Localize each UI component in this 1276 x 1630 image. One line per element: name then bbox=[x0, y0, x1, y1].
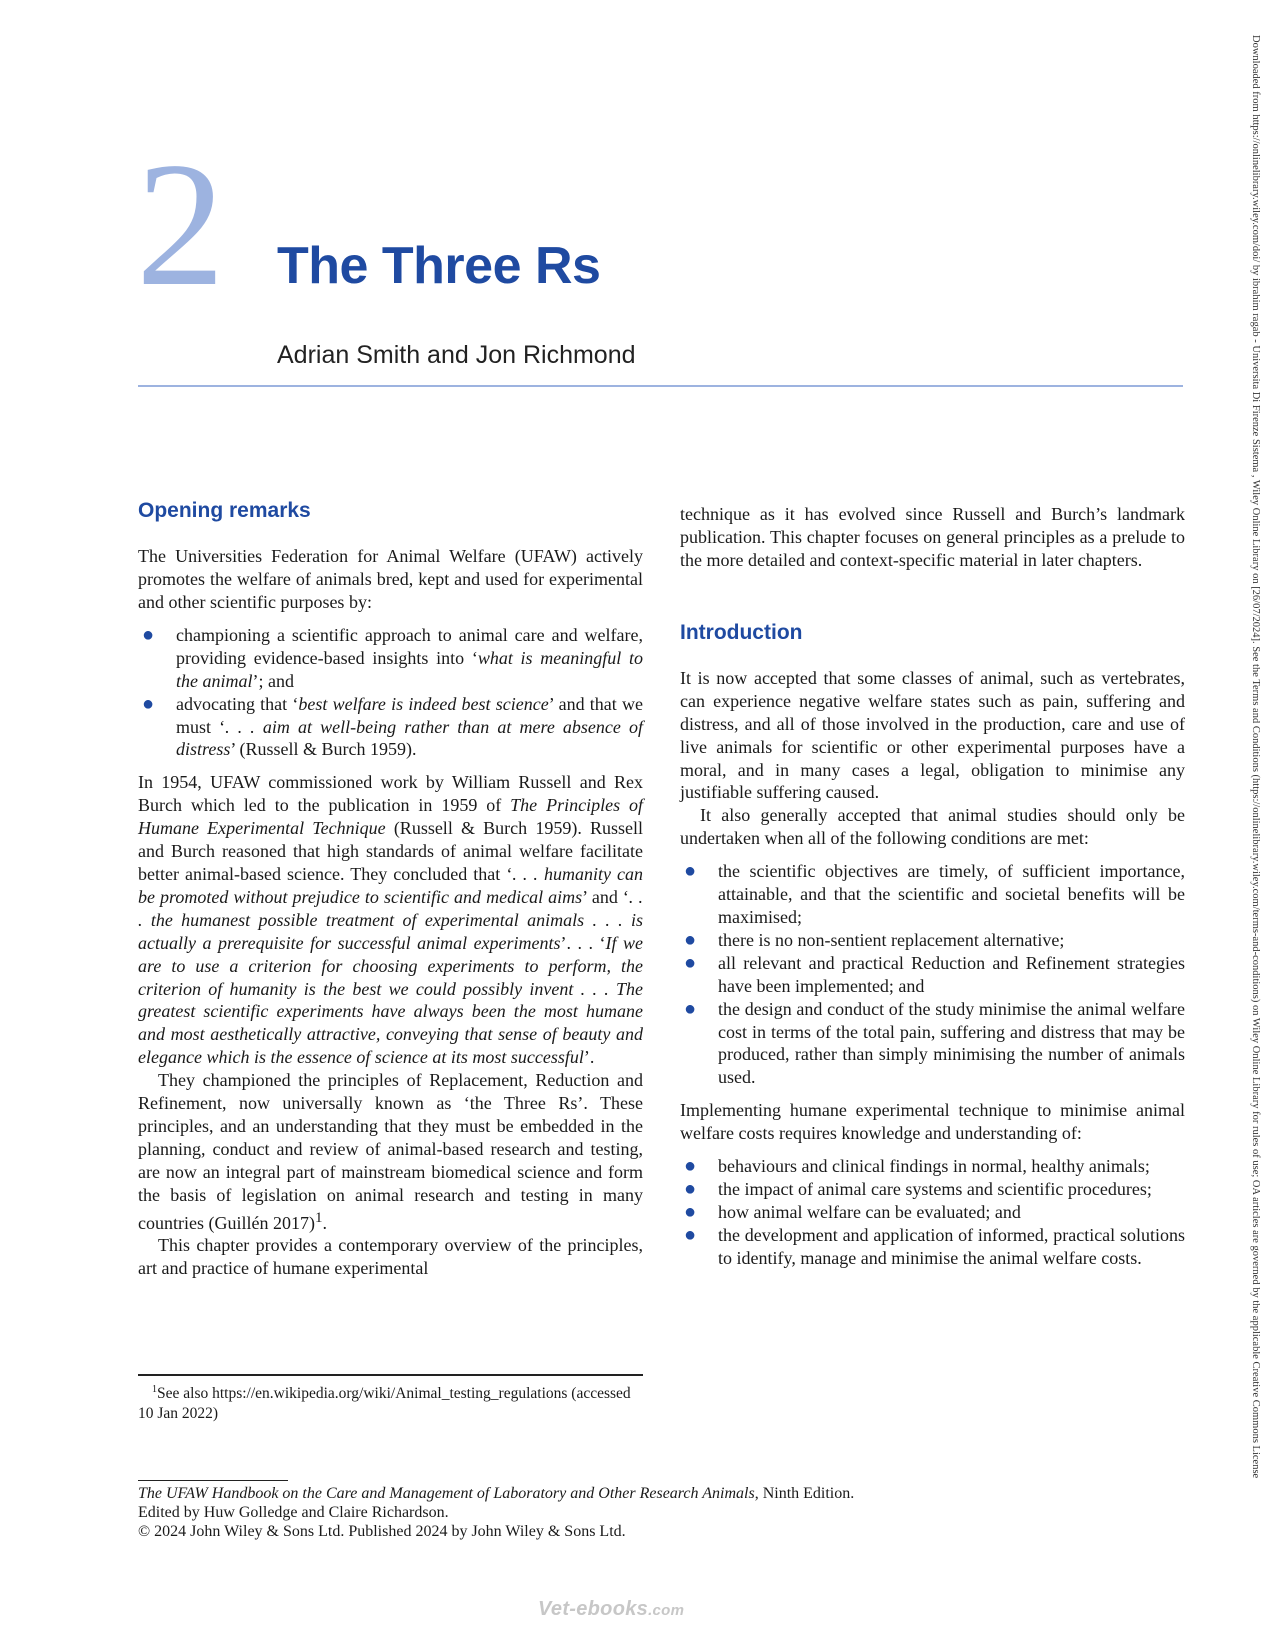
bullet-icon: ● bbox=[684, 951, 697, 974]
bullet-icon: ● bbox=[142, 692, 155, 715]
bullet-icon: ● bbox=[684, 1177, 697, 1200]
footnote-marker: 1 bbox=[152, 1384, 157, 1395]
paragraph: Implementing humane experimental technique to minimise animal welfare costs requires knowledge and understanding of: bbox=[680, 1100, 1185, 1144]
list-item: ● the development and application of informed, practical solutions to identify, manage and minimise the animal welfare costs. bbox=[684, 1223, 1185, 1268]
footnote-divider bbox=[138, 1374, 643, 1376]
editors-line: Edited by Huw Golledge and Claire Richardson. bbox=[138, 1504, 449, 1521]
imprint bbox=[138, 1484, 1038, 1541]
paragraph: In 1954, UFAW commissioned work by William Russell and Rex Burch which led to the publication in 1959 of The Principles of Humane Experimental Technique (Russell & Burch 1959). Russell and Burch reasoned that high standards of animal welfare facilitate better animal-based science. They concluded that ‘. . . humanity can be promoted without prejudice to scientific and medical aims’ and ‘. . . the humanest possible treatment of experimental animals . . . is actually a prerequisite for successful animal experiments’. . . ‘If we are to use a criterion for choosing experiments to perform, the criterion of humanity is the best we could possibly invent . . . The greatest scientific experiments have always been the most humane and most aesthetically attractive, conveying that sense of beauty and elegance which is the essence of science at its most successful’. bbox=[138, 772, 643, 1068]
list-item: ● the scientific objectives are timely, of sufficient importance, attainable, and that the scientific and societal benefits will be maximised; bbox=[684, 860, 1185, 927]
list-item: ● how animal welfare can be evaluated; and bbox=[684, 1200, 1021, 1223]
list-item: ● advocating that ‘best welfare is indeed best science’ and that we must ‘. . . aim at well-being rather than at mere absence of distress’ (Russell & Burch 1959). bbox=[142, 692, 643, 760]
list-item: ● the design and conduct of the study minimise the animal welfare cost in terms of the total pain, suffering and distress that may be produced, rather than simply minimising the number of animals used. bbox=[684, 997, 1185, 1088]
bullet-list bbox=[680, 860, 1185, 1089]
imprint-divider bbox=[138, 1480, 288, 1481]
bullet-list bbox=[680, 1155, 1185, 1270]
chapter-number: 2 bbox=[136, 125, 225, 323]
list-item: ● championing a scientific approach to animal care and welfare, providing evidence-based insights into ‘what is meaningful to the animal’; and bbox=[142, 623, 643, 691]
watermark-logo: Vet-ebooks.com bbox=[538, 1598, 685, 1620]
list-item: ● the impact of animal care systems and scientific procedures; bbox=[684, 1177, 1152, 1200]
list-item: ● there is no non-sentient replacement alternative; bbox=[684, 928, 1065, 951]
list-item: ● all relevant and practical Reduction and Refinement strategies have been implemented; and bbox=[684, 951, 1185, 996]
bullet-list bbox=[138, 624, 643, 761]
paragraph: It also generally accepted that animal studies should only be undertaken when all of the following conditions are met: bbox=[680, 805, 1185, 849]
footnote: $^1$See also https://en.wikipedia.org/wiki/Animal_testing_regulations (accessed 10 Jan 2022) bbox=[138, 1384, 631, 1423]
paragraph: It is now accepted that some classes of animal, such as vertebrates, can experience negative welfare states such as pain, suffering and distress, and all of those involved in the production, care and use of live animals for scientific or other experimental purposes have a moral, and in many cases a legal, obligation to minimise any justifiable suffering caused. bbox=[680, 667, 1185, 803]
section-heading-introduction: Introduction bbox=[680, 620, 803, 644]
download-notice: Downloaded from https://onlinelibrary.wiley.com/doi/ by ibrahim ragab - Universita Di Firenze Sistema , Wiley Online Library on [26/07/2024]. See the Terms and Conditions (https://onlinelibrary.wiley.com/terms-and-conditions) on Wiley Online Library for rules of use; OA articles are governed by the applicable Creative Commons License bbox=[1250, 35, 1261, 1479]
chapter-title: The Three Rs bbox=[277, 237, 601, 295]
list-item: ● behaviours and clinical findings in normal, healthy animals; bbox=[684, 1155, 1150, 1178]
bullet-icon: ● bbox=[684, 860, 697, 883]
paragraph: The Universities Federation for Animal Welfare (UFAW) actively promotes the welfare of animals bred, kept and used for experimental and other scientific purposes by: bbox=[138, 546, 643, 612]
paragraph: This chapter provides a contemporary overview of the principles, art and practice of humane experimental bbox=[138, 1235, 643, 1279]
header-divider bbox=[138, 385, 1183, 387]
left-column bbox=[138, 498, 643, 1280]
paragraph: They championed the principles of Replacement, Reduction and Refinement, now universally known as ‘the Three Rs’. These principles, and an understanding that they must be embedded in the planning, conduct and review of animal-based research and testing, are now an integral part of mainstream biomedical science and form the basis of legislation on animal research and testing in many countries (Guillén 2017)$^1$. bbox=[138, 1070, 643, 1233]
bullet-icon: ● bbox=[684, 1155, 697, 1178]
footnote-marker: 1 bbox=[314, 1209, 323, 1226]
chapter-authors: Adrian Smith and Jon Richmond bbox=[277, 341, 636, 369]
right-column bbox=[680, 503, 1185, 1270]
book-reference: The UFAW Handbook on the Care and Management of Laboratory and Other Research Animals, Ninth Edition. bbox=[138, 1485, 855, 1502]
bullet-icon: ● bbox=[142, 623, 155, 646]
bullet-icon: ● bbox=[684, 1223, 697, 1246]
copyright-line: © 2024 John Wiley & Sons Ltd. Published 2024 by John Wiley & Sons Ltd. bbox=[138, 1523, 626, 1540]
bullet-icon: ● bbox=[684, 1200, 697, 1223]
bullet-icon: ● bbox=[684, 997, 697, 1020]
bullet-icon: ● bbox=[684, 928, 697, 951]
section-heading-opening-remarks: Opening remarks bbox=[138, 499, 311, 522]
paragraph: technique as it has evolved since Russell and Burch’s landmark publication. This chapter focuses on general principles as a prelude to the more detailed and context-specific material in later chapters. bbox=[680, 504, 1185, 570]
